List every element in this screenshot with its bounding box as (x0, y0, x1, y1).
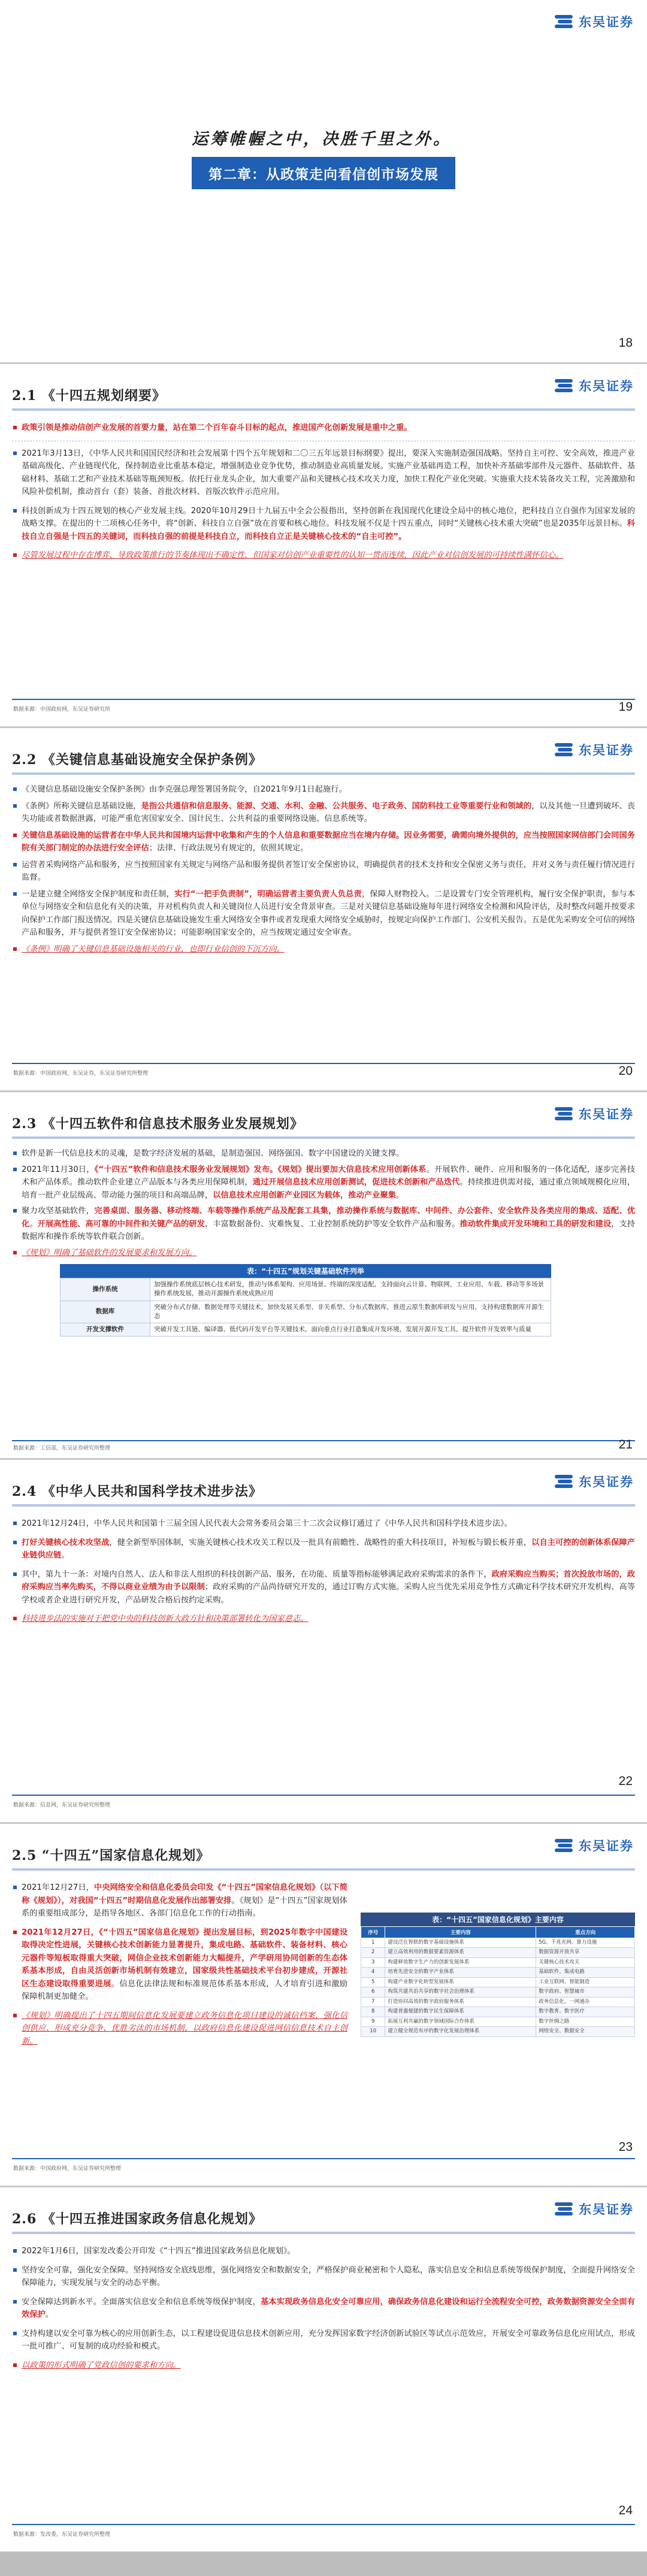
slide-critical-infrastructure (0, 728, 647, 1092)
basic-software-table (60, 1264, 551, 1337)
table-cell: 政务信息化、一网通办 (536, 1997, 635, 2007)
slide-body (12, 422, 635, 568)
table-cell: 建立高效利用的数据要素资源体系 (385, 1948, 536, 1957)
table-cell: 5 (361, 1977, 385, 1987)
table-cell: 构建产业数字化转型发展体系 (385, 1977, 536, 1987)
table-row (361, 1977, 635, 1987)
table-row (361, 1968, 635, 1977)
bullet-item: 2021年12月24日，中华人民共和国第十三届全国人民代表大会常务委员会第三十二次会议修订通过了《中华人民共和国科学技术进步法》。 (12, 1517, 635, 1531)
page-number: 21 (618, 1438, 633, 1451)
bullet-item: 《条例》所称关键信息基础设施，是指公共通信和信息服务、能源、交通、水利、金融、公共服务、电子政务、国防科技工业等重要行业和领域的，以及其他一旦遭到破坏、丧失功能或者数据泄露，可能严重危害国家安全、国计民生、公共利益的重要网络设施、信息系统等。 (12, 800, 635, 826)
logo-mark-icon (555, 1473, 575, 1490)
header-divider (12, 772, 635, 775)
slide-14th-five-year-plan (0, 364, 647, 728)
logo-text: 东吴证券 (579, 2202, 634, 2217)
slide-footer (0, 2524, 647, 2551)
logo-text: 东吴证券 (579, 379, 634, 393)
slide-title: 2.1 《十四五规划纲要》 (12, 388, 166, 404)
page-number: 18 (618, 336, 633, 350)
slide-title: 2.2 《关键信息基础设施安全保护条例》 (12, 752, 262, 768)
bullet-item: 关键信息基础设施的运营者在中华人民共和国境内运营中收集和产生的个人信息和重要数据应当在境内存储。因业务需要，确需向境外提供的，应当按照国家网信部门会同国务院有关部门制定的办法进行安全评估；法律、行政法规另有规定的，依照其规定。 (12, 829, 635, 855)
table-cell: 构建普惠便捷的数字民生保障体系 (385, 2007, 536, 2017)
bullet-item: 运营者采购网络产品和服务，应当按照国家有关规定与网络产品和服务提供者签订安全保密协议，明确提供者的技术支持和安全保密义务与责任，并对义务与责任履行情况进行监督。 (12, 859, 635, 884)
plan-content-table (361, 1881, 635, 2054)
table-cell: 建立健全规范有序的数字化发展治理体系 (385, 2027, 536, 2036)
table-cell: 数据资源开放共享 (536, 1948, 635, 1957)
table-cell: 3 (361, 1957, 385, 1967)
bullet-item: 《规划》明确提出了十四五期间信息化发展要建立政务信息化项目建设的诚信档案，强化信创供应、形成充分竞争、优胜劣汰的市场机制，以政府信息化建设促进网信信息技术自主创新。 (12, 2010, 347, 2048)
bullet-item: 科技进步法的实施对于把党中央的科技创新大政方针和决策部署转化为国家意志。 (12, 1613, 635, 1626)
two-column-body (12, 1881, 635, 2054)
logo-mark-icon (555, 741, 575, 758)
slide-footer (0, 2158, 647, 2186)
bullet-item: 2021年3月13日，《中华人民共和国国民经济和社会发展第十四个五年规划和二〇三五年远景目标纲要》提出，要深入实施制造强国战略。坚持自主可控、安全高效，推进产业基础高级化、产业链现代化，保持制造业比重基本稳定，增强制造业竞争优势，推动制造业高质量发展。实施产业基础再造工程，加快补齐基础零部件及元器件、基础软件、基础材料、基础工艺和产业技术基础等瓶颈短板。依托行业龙头企业，加大重要产品和关键核心技术攻关力度，加快工程化产业化突破。实施重大技术装备攻关工程，完善激励和风险补偿机制，推动首台（套）装备、首批次材料、首版次软件示范应用。 (12, 447, 635, 499)
bullet-item: 聚力攻坚基础软件，完善桌面、服务器、移动终端、车载等操作系统产品及配套工具集，推动操作系统与数据库、中间件、办公套件、安全软件及各类应用的集成、适配、优化。开展高性能、高可靠的中间件和关键产品的研发，丰富数据备份、灾难恢复、工业控制系统防护等安全软件产品和服务。推动软件集成开发环境和工具的研发和建设，支持数据库和操作系统等软件联合创新。 (12, 1205, 635, 1244)
table-cell: 7 (361, 1997, 385, 2007)
header-divider (12, 1137, 635, 1139)
table-row (361, 1997, 635, 2007)
table-cell: 数字教育、数字医疗 (536, 2007, 635, 2017)
table-row (361, 1948, 635, 1957)
bullet-item: 安全保障达到新水平。全面落实信息安全和信息系统等级保护制度，基本实现政务信息化安全可靠应用，确保政务信息化建设和运行全流程安全可控，政务数据资源安全全面有效保护。 (12, 2296, 635, 2322)
table-cell: 工业互联网、智能制造 (536, 1977, 635, 1987)
slide-body (12, 1517, 635, 1632)
brand-logo (555, 11, 634, 32)
bullet-item: 其中，第九十一条：对境内自然人、法人和非法人组织的科技创新产品、服务，在功能、质量等指标能够满足政府采购需求的条件下，政府采购应当购买；首次投放市场的，政府采购应当率先购买，不得以商业业绩为由予以限制；政府采购的产品尚待研究开发的，通过订购方式实施。采购人应当优先采用竞争性方式确定科学技术研究开发机构、高等学校或者企业进行研究开发，产品研发合格后按约定采购。 (12, 1568, 635, 1607)
slide-footer (0, 1795, 647, 1822)
logo-mark-icon (555, 377, 575, 394)
table-cell: 构筑共建共治共享的数字社会治理体系 (385, 1987, 536, 1997)
cover-quote: 运筹帷幄之中，决胜千里之外。 (192, 130, 452, 149)
table-row (361, 1938, 635, 1948)
bullet-item: 支持构建以安全可靠为核心的应用创新生态，以工程建设促进信息技术创新应用，充分发挥国家数字经济创新试验区等试点示范效应，开展安全可靠政务信息化应用试点，形成一批可推广、可复制的成功经验和模式。 (12, 2328, 635, 2353)
slide-software-it-services-plan (0, 1092, 647, 1460)
slide-chapter-cover (0, 0, 647, 364)
slide-national-informatization-plan (0, 1824, 647, 2187)
bullet-item: 尽管发展过程中存在博弈、导致政策推行的节奏体现出不确定性，但国家对信创产业重要性的认知一贯而连续，因此产业对信创发展的可持续性满怀信心。 (12, 549, 635, 562)
bullet-item: 一是建立健全网络安全保护制度和责任制，实行“一把手负责制”，明确运营者主要负责人负总责，保障人财物投入。二是设置专门安全管理机构，履行安全保护职责，参与本单位与网络安全和信息化有关的决策，并对机构负责人和关键岗位人员进行安全背景审查。三是对关键信息基础设施每年进行网络安全检测和风险评估，及时整改问题并按要求向保护工作部门报送情况。四是关键信息基础设施发生重大网络安全事件或者发现重大网络安全威胁时，按规定向保护工作部门、公安机关报告。五是优先采购安全可信的网络产品和服务，并与提供者签订安全保密协议；可能影响国家安全的，应当按规定通过安全审查。 (12, 888, 635, 940)
table-cell: 基础软件、集成电路 (536, 1968, 635, 1977)
slide-title: 2.4 《中华人民共和国科学技术进步法》 (12, 1484, 262, 1499)
logo-text: 东吴证券 (579, 1475, 634, 1489)
table-caption: 表：“十四五”规划关键基础软件列举 (60, 1264, 551, 1278)
table-row: 数据库 突破分布式存储、数据处理等关键技术，加快发展关系型、非关系型、分布式数据库，推进云原生数据库研发与应用，支持构建数据库开源生态 (61, 1301, 551, 1323)
page-number: 23 (618, 2140, 633, 2154)
table-header: 主要内容 (385, 1927, 536, 1938)
bullet-item: 政策引领是推动信创产业发展的首要力量，站在第二个百年奋斗目标的起点，推进国产化创新发展是重中之重。 (12, 422, 635, 435)
table-cell: 4 (361, 1968, 385, 1977)
table-row (361, 1957, 635, 1967)
logo-text: 东吴证券 (579, 743, 634, 757)
logo-mark-icon (555, 1105, 575, 1122)
table-cell: 培育先进安全的数字产业体系 (385, 1968, 536, 1977)
table-cell: 数字政府、智慧城市 (536, 1987, 635, 1997)
slide-footer (0, 699, 647, 726)
table-cell: 关键核心技术攻关 (536, 1957, 635, 1967)
page-number: 20 (618, 1064, 633, 1078)
table-cell: 拓展互利共赢的数字领域国际合作体系 (385, 2017, 536, 2026)
table-header: 重点方向 (536, 1927, 635, 1938)
data-source: 数据来源：信息网，东吴证券研究所整理 (13, 1802, 111, 1808)
slide-body (12, 1147, 635, 1337)
bullet-item: 科技创新成为十四五规划的核心产业发展主线。2020年10月29日十九届五中全会公报指出，坚持创新在我国现代化建设全局中的核心地位，把科技自立自强作为国家发展的战略支撑。在提出的十二项核心任务中，将“创新、科技自立自强”放在首要和核心地位。科技发展不仅是十四五重点，同时“关键核心技术重大突破”也是2035年远景目标。科技自立自强是十四五的关键词，而科技自强的前提是科技自立，而科技自立正是关键核心技术的“自主可控”。 (12, 505, 635, 544)
table-cell: 网络安全、数据安全 (536, 2027, 635, 2036)
table-cell: 建设泛在智联的数字基础设施体系 (385, 1938, 536, 1948)
bullet-item: 2021年11月30日，《“十四五”软件和信息技术服务业发展规划》发布。《规划》提出要加大信息技术应用创新体系。开展软件、硬件、应用和服务的一体化适配，逐步完善技术和产品体系。推动软件企业建立产品版本与各类应用保障机制，通过开展信息技术应用创新测试，促进技术创新和产品迭代。持续推进供需对接，通过重点领域规模化应用，培育一批产业层级高、带动能力强的项目和高端品牌，以信息技术应用创新产业园区为载体，推动产业聚集。 (12, 1163, 635, 1202)
brand-logo (555, 1471, 634, 1492)
bullet-item: 《规划》明确了基础软件的发展要求和发展方向。 (12, 1247, 635, 1260)
slide-footer (0, 1440, 647, 1458)
data-source: 数据来源：中国政府网，东吴证券研究所整理 (13, 2166, 122, 2172)
table-row (361, 1987, 635, 1997)
slide-footer (0, 1063, 647, 1090)
chapter-title: 第二章：从政策走向看信创市场发展 (192, 157, 455, 189)
table-row (361, 2027, 635, 2036)
bullet-item: 2022年1月6日，国家发改委公开印发《“十四五”推进国家政务信息化规划》。 (12, 2245, 635, 2258)
table-cell: 5G、千兆光网、算力设施 (536, 1938, 635, 1948)
brand-logo (555, 375, 634, 396)
header-divider (12, 408, 635, 411)
page-number: 22 (618, 1774, 633, 1788)
bullet-item: 打好关键核心技术攻坚战，健全新型举国体制，实施关键核心技术攻关工程以及一批具有前瞻性、战略性的重大科技项目，补短板与锻长板并重，以自主可控的创新体系保障产业链供应链。 (12, 1536, 635, 1562)
logo-mark-icon (555, 13, 575, 30)
table-row: 开发支撑软件 突破开发工具链、编译器、低代码开发平台等关键技术，面向重点行业打造集成开发环境，发展开源开发工具，提升软件开发效率与质量 (61, 1323, 551, 1337)
table-header: 序号 (361, 1927, 385, 1938)
table-row (361, 2017, 635, 2026)
bullet-item: 软件是新一代信息技术的灵魂，是数字经济发展的基础，是制造强国、网络强国、数字中国建设的关键支撑。 (12, 1147, 635, 1160)
slide-sci-tech-progress-law (0, 1460, 647, 1824)
bullet-item: 坚持安全可靠，强化安全保障。坚持网络安全底线思维，强化网络安全和数据安全，严格保护商业秘密和个人隐私，落实信息安全和信息系统等级保护制度，全面提升网络安全保障能力，实现发展与安全的动态平衡。 (12, 2264, 635, 2290)
slide-title: 2.5 “十四五”国家信息化规划》 (12, 1848, 210, 1863)
logo-text: 东吴证券 (579, 15, 634, 29)
table-cell: 9 (361, 2017, 385, 2026)
brand-logo (555, 1835, 634, 1856)
table-cell: 打造协同高效的数字政府服务体系 (385, 1997, 536, 2007)
page-number: 24 (618, 2504, 633, 2517)
header-divider (12, 2232, 635, 2234)
slide-body (12, 2245, 635, 2378)
table-row (361, 2007, 635, 2017)
table-caption: 表：“十四五”国家信息化规划》主要内容 (361, 1913, 635, 1926)
table-cell: 8 (361, 2007, 385, 2017)
brand-logo (555, 1103, 634, 1125)
slide-title: 2.6 《十四五推进国家政务信息化规划》 (12, 2211, 262, 2227)
bullet-item: 2021年12月27日，中央网络安全和信息化委员会印发《“十四五”国家信息化规划》（以下简称《规划》），对我国“十四五”时期信息化发展作出部署安排。《规划》是“十四五”国家规划体系的重要组成部分，是指导各地区、各部门信息化工作的行动指南。 (12, 1881, 347, 1920)
page-number: 19 (618, 700, 633, 714)
table-cell: 构建释放数字生产力的创新发展体系 (385, 1957, 536, 1967)
slide-government-informatization-plan (0, 2187, 647, 2551)
slide-body (12, 783, 635, 962)
logo-text: 东吴证券 (579, 1839, 634, 1853)
logo-mark-icon (555, 2201, 575, 2217)
bullet-item: 2021年12月27日，《“十四五”国家信息化规划》提出发展目标，到2025年数字中国建设取得决定性进展，关键核心技术创新能力显著提升，集成电路、基础软件、装备材料、核心元器件等短板取得重大突破，网信企业技术创新能力大幅提升，产学研用协同创新的生态体系基本形成，自由灵活创新市场机制有效建立，国家级共性基础技术平台初步建成，开源社区生态建设取得重要进展。信息化法律法规和标准规范体系基本形成，人才培育引进和激励保障机制更加健全。 (12, 1926, 347, 2004)
slide-title: 2.3 《十四五软件和信息技术服务业发展规划》 (12, 1116, 304, 1132)
table-cell: 10 (361, 2027, 385, 2036)
table-cell: 6 (361, 1987, 385, 1997)
logo-mark-icon (555, 1837, 575, 1854)
table-cell: 1 (361, 1938, 385, 1948)
data-source: 数据来源：中国政府网，东吴证券，东吴证券研究所整理 (13, 1071, 149, 1077)
header-divider (12, 1504, 635, 1507)
data-source: 数据来源：中国政府网，东吴证券研究所 (13, 707, 111, 713)
data-source: 数据来源：工信部，东吴证券研究所整理 (13, 1445, 111, 1451)
data-source: 数据来源：发改委，东吴证券研究所整理 (13, 2532, 111, 2538)
bullet-item: 《关键信息基础设施安全保护条例》由李克强总理签署国务院令，自2021年9月1日起施行。 (12, 783, 635, 796)
header-divider (12, 1868, 635, 1871)
table-cell: 2 (361, 1948, 385, 1957)
table-cell: 数字丝绸之路 (536, 2017, 635, 2026)
brand-logo (555, 2198, 634, 2220)
brand-logo (555, 739, 634, 760)
bullet-item: 以政策的形式明确了党政信创的要求和方向。 (12, 2359, 635, 2372)
bullet-item: 《条例》明确了关键信息基础设施相关的行业，也即行业信创的下沉方向。 (12, 943, 635, 956)
table-row: 操作系统 加强操作系统底层核心技术研发，推动与体系架构、应用场景、终端的深度适配，支持面向云计算、物联网、工业应用、车载、移动等多场景操作系统发展，推动开源操作系统成熟应用 (61, 1278, 551, 1301)
logo-text: 东吴证券 (579, 1107, 634, 1122)
